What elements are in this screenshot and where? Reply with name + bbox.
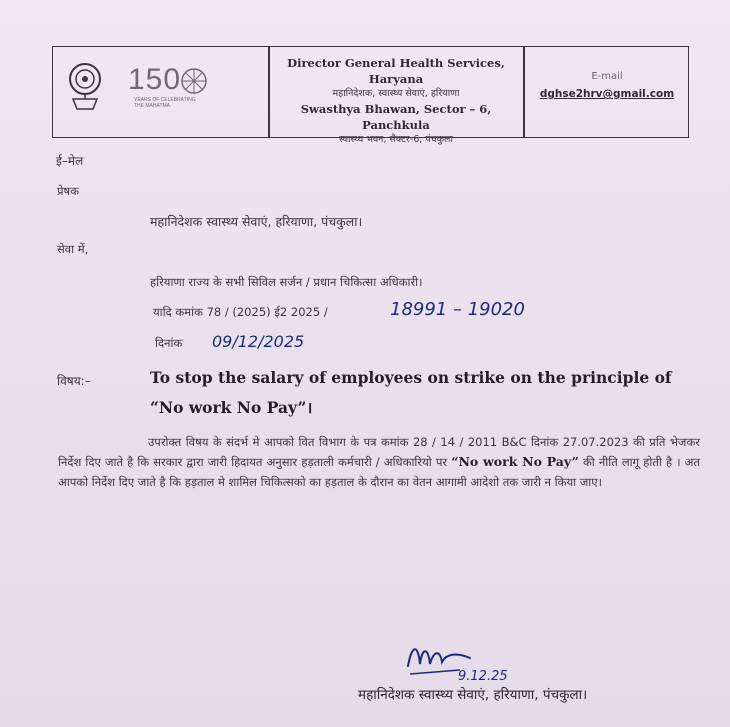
body-text-part2: की नीति लागू होती है । अत आपको निर्देश दिए जाते है कि हड़ताल मे शामिल चिकित्सको का हड़ताल के दौरान का वेतन आगामी आदेशो तक जारी न किया जाए। [58, 455, 701, 489]
date-value: 09/12/2025 [212, 332, 305, 351]
from-label: प्रेषक [57, 184, 80, 198]
body-paragraph [58, 432, 700, 492]
email-block [525, 71, 689, 100]
mode-label: ई–मेल [56, 154, 84, 168]
gandhi-150-logo [128, 63, 223, 123]
from-value: महानिदेशक स्वास्थ्य सेवाएं, हरियाणा, पंचकुला। [150, 214, 363, 229]
to-label: सेवा में, [57, 242, 89, 256]
haryana-emblem-icon [65, 59, 105, 115]
footer-signatory: महानिदेशक स्वास्थ्य सेवाएं, हरियाणा, पंचकुला। [358, 687, 588, 703]
to-value: हरियाणा राज्य के सभी सिविल सर्जन / प्रधान चिकित्सा अधिकारी। [150, 275, 423, 289]
office-address-en: Swasthya Bhawan, Sector – 6, Panchkula [300, 102, 492, 132]
subject-text: To stop the salary of employees on strike on the principle of “No work No Pay”। [150, 368, 672, 417]
body-text-bold: “No work No Pay” [451, 454, 579, 469]
office-title-block [270, 55, 522, 147]
memo-label: यादि कमांक 78 / (2025) ई2 2025 / [153, 305, 328, 319]
signature [400, 636, 530, 688]
subject-label: विषय:– [57, 374, 91, 388]
body-text-part1: उपरोक्त विषय के संदर्भ मे आपको वित विभाग के पत्र कमांक 28 / 14 / 2011 B&C दिनांक 27.07.2023 की प्रति भेजकर निर्देश दिए जाते है कि सरकार द्वारा जारी हिदायत अनुसार हड़ताली कर्मचारी / अधिकारियो पर [58, 435, 700, 469]
memo-number: 18991 – 19020 [390, 299, 525, 320]
logo-number: 150 [128, 63, 182, 96]
email-address[interactable]: dghse2hrv@gmail.com [539, 88, 675, 100]
letterhead [52, 46, 689, 145]
email-label: E-mail [591, 71, 623, 82]
signature-scribble [400, 636, 530, 688]
logo-caption: YEARS OF CELEBRATING THE MAHATMA [134, 97, 196, 109]
date-label: दिनांक [155, 336, 183, 350]
office-title-hi: महानिदेशक, स्वास्थ्य सेवाएं, हरियाणा [332, 88, 460, 99]
charkha-wheel-icon [180, 67, 208, 95]
office-address-hi: स्वास्थ्य भवन, सैक्टर-6, पंचकुला [339, 134, 453, 145]
office-title-en: Director General Health Services, Haryana [287, 56, 505, 86]
signature-date: 9.12.25 [458, 669, 508, 684]
